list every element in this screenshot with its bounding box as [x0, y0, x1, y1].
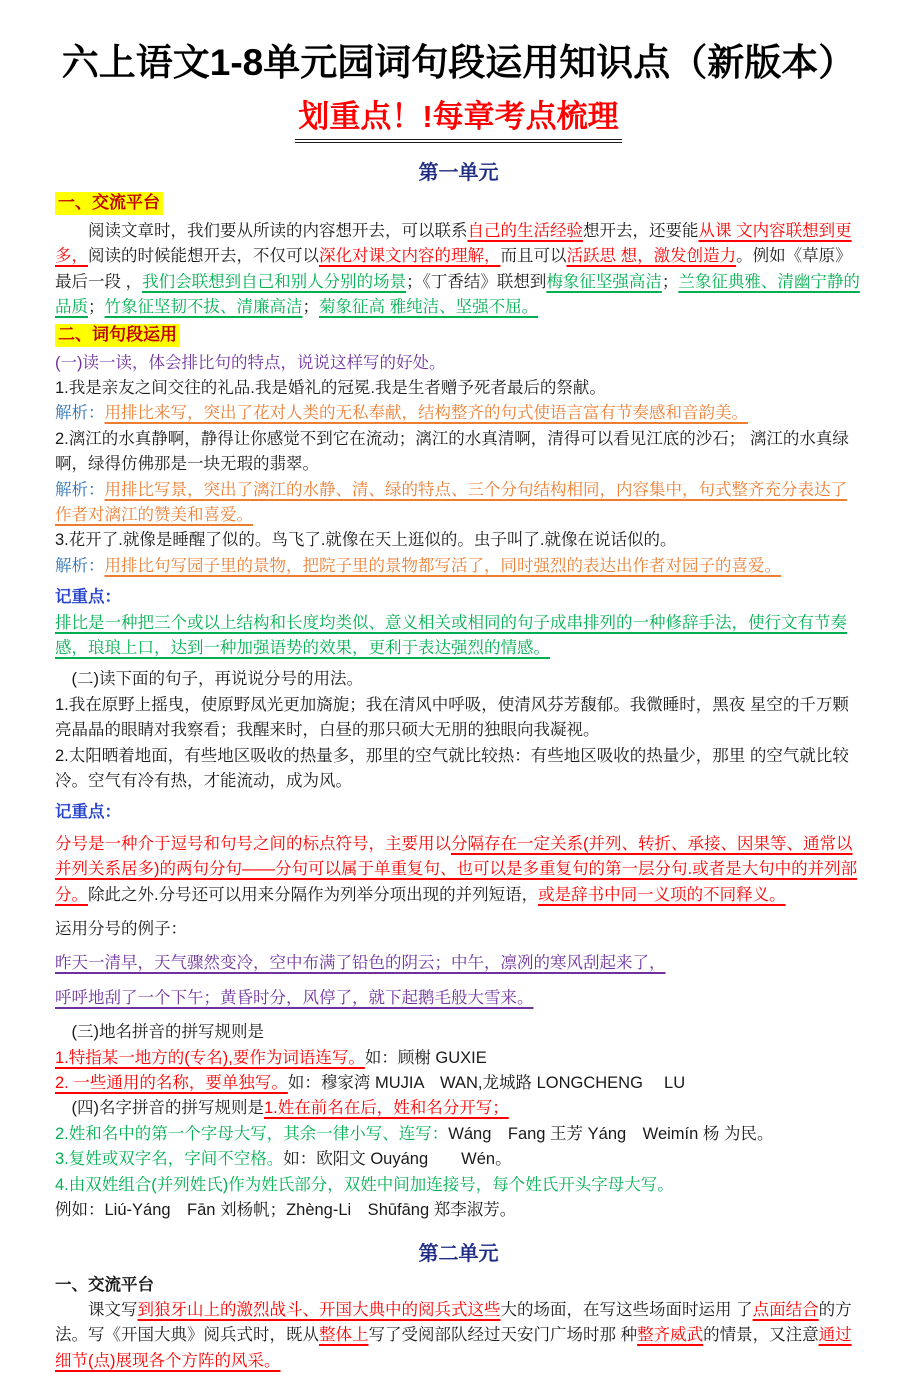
- text-run: 2.太阳晒着地面，有些地区吸收的热量多，那里的空气就比较热：有些地区吸收的热量少，那里 的空气就比较冷。空气有冷有热，才能流动，成为风。: [55, 746, 849, 790]
- paragraph: [55, 1273, 862, 1298]
- text-run: 深化对课文内容的理解，: [319, 247, 501, 266]
- paragraph: [55, 554, 862, 579]
- text-run: 用排比句写园子里的景物，把院子里的景物都写活了，同时强烈的表达出作者对园子的喜爱。: [104, 556, 781, 575]
- paragraph: [55, 744, 862, 795]
- text-run: 1.我在原野上摇曳，使原野凤光更加旖旎；我在清风中呼吸，使清风芬芳馥郁。我微睡时，黑夜 星空的千万颗亮晶晶的眼睛对我察看；我醒来时，白昼的那只硕大无朋的独眼向我凝视。: [55, 695, 849, 740]
- paragraph: [55, 1020, 862, 1045]
- text-run: ；: [661, 272, 679, 291]
- paragraph: [55, 376, 862, 401]
- text-run: 解析：: [55, 556, 105, 575]
- paragraph: [55, 986, 862, 1011]
- text-run: 。例如《草原》最后一段 ，: [55, 247, 852, 291]
- paragraph: [55, 528, 862, 553]
- text-run: ；: [88, 298, 105, 317]
- text-run: 解析：: [55, 404, 105, 423]
- document-subtitle: [55, 98, 862, 143]
- paragraph: [55, 219, 862, 321]
- paragraph: [55, 427, 862, 478]
- text-run: 如：穆家湾 MUJIA WAN,龙城路 LONGCHENG LU: [287, 1074, 686, 1093]
- document-body: [55, 156, 862, 1374]
- text-run: 兰象征典雅、清幽宁静的品质: [55, 272, 860, 317]
- text-run: 的情景，又注意: [703, 1326, 819, 1345]
- text-run: 2.漓江的水真静啊，静得让你感觉不到它在流动；漓江的水真清啊，清得可以看见江底的沙石； 漓江的水真绿啊，绿得仿佛那是一块无瑕的翡翠。: [55, 429, 849, 474]
- text-run: 昨天一清早，天气骤然变冷，空中布满了铅色的阴云；中午，凛冽的寒风刮起来了，: [55, 954, 666, 973]
- text-run: 大的场面，在写这些场面时运用 了: [500, 1300, 753, 1319]
- text-run: 3.复姓或双字名，字间不空格。: [55, 1150, 284, 1169]
- text-run: 阅读文章时，我们要从所读的内容想开去，可以联系: [88, 221, 468, 240]
- text-run: 1.姓在前名在后，姓和名分开写；: [264, 1099, 509, 1118]
- text-run: 分号是一种介于逗号和句号之间的标点符号，主要用以: [55, 834, 451, 853]
- section-heading-highlight: 二、词句段运用: [55, 324, 180, 347]
- paragraph: [55, 1096, 862, 1121]
- section-heading-wrap: [55, 324, 862, 347]
- paragraph: [55, 1173, 862, 1198]
- paragraph: [55, 800, 862, 825]
- text-run: ；《丁香结》联想到: [406, 272, 547, 291]
- text-run: (一)读一读，体会排比句的特点，说说这样写的好处。: [55, 353, 446, 372]
- text-run: 记重点：: [55, 803, 121, 822]
- text-run: 解析：: [55, 480, 105, 499]
- text-run: 到狼牙山上的激烈战斗、开国大典中的阅兵式这些: [137, 1300, 501, 1319]
- text-run: 通过细节(点)展现各个方阵的风采。: [55, 1326, 852, 1370]
- text-run: 如：欧阳文 Ouyáng Wén。: [283, 1150, 512, 1169]
- text-run: 1.我是亲友之间交往的礼品.我是婚礼的冠冕.我是生者赠予死者最后的祭献。: [55, 378, 606, 397]
- text-run: 1.特指某一地方的(专名),要作为词语连写。: [55, 1048, 365, 1067]
- text-run: 分隔存在一定关系(并列、转折、承接、因果等、通常以并列关系居多)的两句分句——分句可以属于单重复句、也可以是多重复句的第一层分句.或者是大句中的并列部分。: [55, 834, 858, 904]
- paragraph: [55, 585, 862, 610]
- text-run: 而且可以: [500, 247, 567, 266]
- text-run: 用排比写景，突出了漓江的水静、清、绿的特点、三个分句结构相同，内容集中，句式整齐充分表达了作者对漓江的赞美和喜爱。: [55, 480, 847, 524]
- text-run: 或是辞书中同一义项的不同释义。: [538, 885, 786, 904]
- paragraph: [55, 401, 862, 426]
- paragraph: [55, 951, 862, 976]
- paragraph: [55, 1122, 862, 1147]
- text-run: 除此之外.分号还可以用来分隔作为列举分项出现的并列短语，: [88, 885, 539, 904]
- paragraph: [55, 832, 862, 908]
- text-run: 排比是一种把三个或以上结构和长度均类似、意义相关或相同的句子成串排列的一种修辞手法，使行文有节奏感，琅琅上口，达到一种加强语势的效果，更利于表达强烈的情感。: [55, 613, 847, 657]
- text-run: 一、交流平台: [55, 1275, 154, 1294]
- paragraph: [55, 1046, 862, 1071]
- text-run: 4.由双姓组合(并列姓氏)作为姓氏部分，双姓中间加连接号，每个姓氏开头字母大写。: [55, 1175, 674, 1194]
- paragraph: [55, 478, 862, 529]
- paragraph: [55, 351, 862, 376]
- text-run: ；: [302, 298, 319, 317]
- text-run: 记重点：: [55, 588, 121, 607]
- text-run: 写了受阅部队经过天安门广场时那 种: [368, 1326, 638, 1345]
- unit-heading: 第一单元: [418, 162, 499, 184]
- paragraph: [55, 1198, 862, 1223]
- text-run: (三)地名拼音的拼写规则是: [71, 1023, 264, 1042]
- section-heading-wrap: [55, 192, 862, 215]
- text-run: (二)读下面的句子，再说说分号的用法。: [71, 670, 363, 689]
- text-run: 菊象征高 雅纯洁、坚强不屈。: [319, 298, 539, 317]
- paragraph: [55, 1071, 862, 1096]
- text-run: Wáng Fang 王芳 Yáng Weimín 杨 为民。: [448, 1124, 774, 1143]
- text-run: 运用分号的例子：: [55, 920, 187, 939]
- unit-heading: 第二单元: [418, 1242, 499, 1265]
- text-run: 例如：Liú-Yáng Fān 刘杨帆；Zhèng-Li Shūfāng 郑李淑芳。: [55, 1201, 517, 1220]
- text-run: 我们会联想到自己和别人分别的场景: [142, 272, 407, 291]
- text-run: 课文写: [88, 1300, 138, 1319]
- text-run: 整齐威武: [637, 1326, 704, 1345]
- paragraph: [55, 667, 862, 692]
- text-run: 如：顾榭 GUXIE: [364, 1048, 487, 1067]
- paragraph: [55, 1298, 862, 1374]
- paragraph: [55, 1147, 862, 1172]
- text-run: 整体上: [319, 1326, 369, 1345]
- text-run: (四)名字拼音的拼写规则是: [71, 1099, 264, 1118]
- paragraph: [55, 611, 862, 662]
- text-run: 自己的生活经验: [467, 221, 583, 240]
- text-run: 阅读的时候能想开去，不仅可以: [88, 247, 319, 266]
- paragraph: [55, 693, 862, 744]
- subtitle-text: 划重点！!每章考点梳理: [295, 98, 621, 143]
- text-run: 3.花开了.就像是睡醒了似的。鸟飞了.就像在天上逛似的。虫子叫了.就像在说话似的。: [55, 531, 677, 550]
- text-run: 呼呼地刮了一个下午；黄昏时分，风停了，就下起鹅毛般大雪来。: [55, 988, 534, 1007]
- text-run: 2.姓和名中的第一个字母大写，其余一律小写、连写：: [55, 1124, 449, 1143]
- paragraph: [55, 917, 862, 942]
- text-run: 从课 文内容联想到更多，: [55, 221, 852, 266]
- text-run: 想开去，还要能: [583, 221, 699, 240]
- text-run: 2. 一些通用的名称，要单独写。: [55, 1074, 288, 1093]
- text-run: 竹象征坚韧不拔、清廉高洁: [104, 298, 303, 317]
- text-run: 的方法。写《开国大典》阅兵式时，既从: [55, 1300, 852, 1345]
- document-title: 六上语文1-8单元园词句段运用知识点（新版本）: [61, 42, 856, 83]
- section-heading-highlight: 一、交流平台: [55, 192, 163, 215]
- text-run: 用排比来写，突出了花对人类的无私奉献，结构整齐的句式使语言富有节奏感和音韵美。: [104, 404, 748, 423]
- text-run: 点面结合: [752, 1300, 819, 1319]
- text-run: 梅象征坚强高洁: [546, 272, 662, 291]
- text-run: 活跃思 想，激发创造力: [566, 247, 737, 266]
